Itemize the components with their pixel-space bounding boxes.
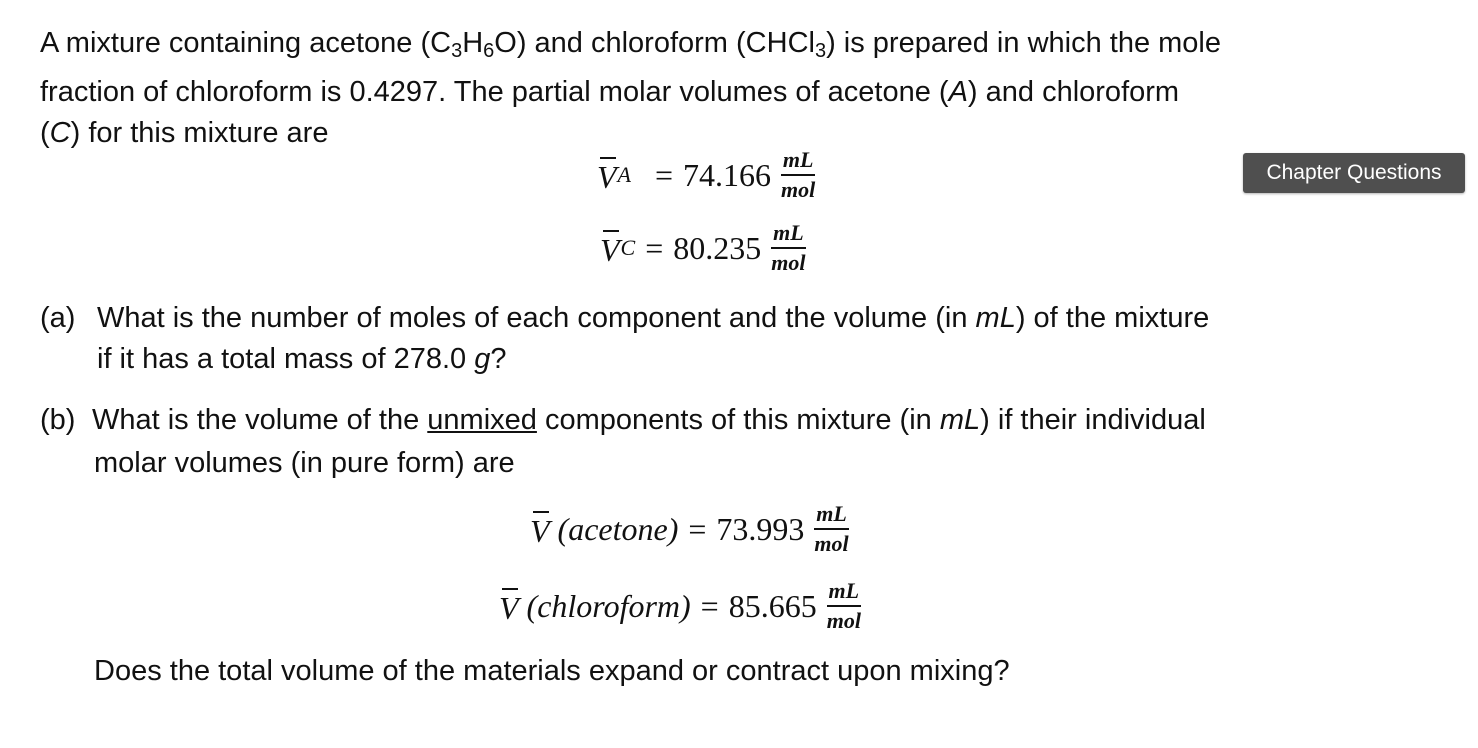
part-a-text-segment: ) of the mixture — [1015, 302, 1210, 334]
symbol-a: A — [948, 76, 968, 108]
symbol-c: C — [49, 117, 71, 149]
equation-va — [597, 148, 817, 202]
subscript: 3 — [814, 40, 827, 62]
equation-subscript: C — [620, 235, 636, 260]
final-question: Does the total volume of the materials expand or contract upon mixing? — [94, 655, 1010, 687]
unit-fraction — [779, 148, 817, 202]
unit-fraction — [825, 579, 863, 633]
unit-fraction — [769, 221, 807, 275]
part-a-text — [97, 298, 1370, 380]
underlined-word: unmixed — [427, 404, 537, 436]
part-a-text-segment: if it has a total mass of 278.0 — [97, 343, 475, 375]
intro-text: ) for this mixture are — [70, 117, 329, 149]
unit-ml: mL — [939, 404, 981, 436]
subscript: 6 — [483, 40, 495, 62]
v-bar-symbol: V — [530, 509, 550, 550]
fraction-numerator: mL — [814, 502, 849, 530]
equals-sign: = — [655, 156, 674, 193]
intro-text: ) is prepared in which the mole — [826, 27, 1221, 59]
fraction-numerator: mL — [771, 221, 806, 249]
intro-text: O) and chloroform (CHCl — [494, 27, 815, 59]
v-bar-symbol: V — [600, 228, 620, 269]
equals-sign: = — [645, 229, 664, 266]
equals-sign: = — [700, 587, 719, 624]
intro-text: H — [462, 27, 484, 59]
v-bar-symbol: V — [499, 586, 519, 627]
part-b-text-segment: What is the volume of the — [92, 404, 428, 436]
equals-sign: = — [688, 510, 707, 547]
subscript: 3 — [451, 40, 463, 62]
equation-value: 74.166 — [683, 156, 772, 193]
equation-v-acetone — [530, 502, 851, 556]
part-a-label: (a) — [40, 302, 76, 334]
intro-text: ( — [40, 117, 50, 149]
part-b-text-segment: components of this mixture (in — [536, 404, 940, 436]
intro-text: A mixture containing acetone (C — [40, 27, 452, 59]
part-b-text-segment: ) if their individual — [980, 404, 1206, 436]
equation-label: (acetone) — [557, 510, 679, 547]
intro-text: ) and chloroform — [967, 76, 1180, 108]
part-b-text — [92, 399, 1370, 485]
part-a — [40, 298, 1370, 380]
part-a-text-segment: ? — [490, 343, 507, 375]
equation-value: 73.993 — [716, 510, 805, 547]
v-bar-symbol: V — [597, 155, 617, 196]
intro-paragraph — [40, 23, 1370, 154]
fraction-denominator: mol — [771, 250, 806, 275]
fraction-denominator: mol — [781, 177, 816, 202]
fraction-numerator: mL — [781, 148, 816, 176]
intro-line-1 — [40, 27, 1221, 62]
equation-v-chloroform — [499, 579, 863, 633]
part-a-text-segment: What is the number of moles of each component and the volume (in — [97, 302, 976, 334]
chapter-questions-button[interactable]: Chapter Questions — [1243, 153, 1465, 193]
unit-g: g — [474, 343, 491, 375]
fraction-denominator: mol — [814, 531, 849, 556]
intro-line-3 — [40, 117, 328, 149]
equation-value: 85.665 — [728, 587, 817, 624]
fraction-denominator: mol — [826, 608, 861, 633]
equation-vc — [600, 221, 808, 275]
intro-text: fraction of chloroform is 0.4297. The partial molar volumes of acetone ( — [40, 76, 949, 108]
equation-label: (chloroform) — [526, 587, 691, 624]
equation-subscript: A — [617, 162, 631, 187]
fraction-numerator: mL — [827, 579, 862, 607]
equation-value: 80.235 — [673, 229, 762, 266]
unit-fraction — [812, 502, 850, 556]
unit-ml: mL — [975, 302, 1016, 334]
part-b — [40, 399, 1370, 485]
intro-line-2 — [40, 76, 1179, 108]
part-b-text-segment: molar volumes (in pure form) are — [94, 447, 515, 479]
part-b-label: (b) — [40, 404, 76, 436]
